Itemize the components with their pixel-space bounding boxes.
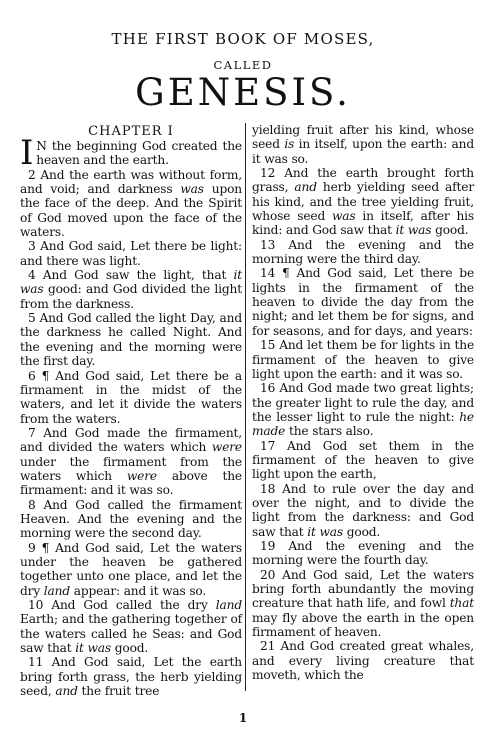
verse	[252, 266, 474, 338]
verse-number: 16	[260, 381, 280, 396]
verse-text: And the earth was without form, and void; and darkness	[20, 167, 242, 197]
verse-text: in itself, upon the earth: and it was so.	[252, 137, 475, 166]
verse	[252, 568, 474, 640]
verse-number: 13	[260, 237, 289, 252]
verse	[20, 426, 242, 498]
verse-number: 14 ¶	[260, 266, 297, 281]
italic-word: land	[43, 583, 71, 598]
verse-number: 11	[28, 655, 52, 670]
verse-text: And God set them in the firmament of the heaven to give light upon the earth,	[252, 438, 474, 482]
verse-text: And God called the light Day, and the darkness he called Night. And the evening and the morning were the first day.	[20, 311, 243, 369]
verse-text: the stars also.	[285, 424, 374, 439]
italic-word: land	[215, 598, 243, 612]
verse-number: 3	[28, 239, 41, 254]
italic-word: were	[126, 468, 157, 483]
verse	[20, 369, 242, 426]
verse-number: 9 ¶	[28, 540, 56, 555]
verse-text: And let them be for lights in the firmament of the heaven to give light upon the earth: and it was so.	[252, 338, 475, 381]
verse	[20, 311, 242, 368]
right-verse-list	[252, 123, 474, 682]
italic-word: is	[284, 137, 295, 152]
book-title-line: THE FIRST BOOK OF MOSES,	[111, 30, 375, 48]
verse-number: 8	[28, 497, 44, 512]
verse-text: And God said, Let there be a firmament in the midst of the waters, and let it divide the waters from the waters.	[20, 368, 243, 426]
verse-text: And God saw the light, that	[42, 268, 234, 283]
verse-text: And God said, Let the waters under the heaven be gathered together unto one place, and let the dry	[20, 540, 242, 598]
italic-word: it was	[75, 641, 111, 656]
verse-text: And God said, Let the waters bring forth abundantly the moving creature that hath life, and fowl	[252, 567, 474, 611]
verse-text: And God said, Let the earth bring forth grass, the herb yielding seed,	[20, 655, 242, 699]
verse-number: 19	[260, 538, 289, 553]
verse-text: And the earth brought forth grass,	[252, 166, 474, 195]
verse	[20, 168, 242, 240]
verse-number: 20	[260, 567, 283, 582]
italic-word: that	[449, 596, 474, 611]
verse-text: appear: and it was so.	[70, 583, 207, 598]
verse	[20, 655, 242, 698]
verse	[252, 539, 474, 568]
verse-text: under the firmament from the waters which	[20, 454, 242, 483]
verse-text: herb yielding seed after his kind, and the tree yielding fruit, whose seed	[252, 180, 475, 224]
verse-number: 6 ¶	[28, 368, 56, 383]
italic-word: he made	[252, 409, 474, 439]
verse	[20, 598, 242, 655]
page-number: 1	[238, 711, 248, 725]
verse	[20, 541, 242, 598]
verse-text: may fly above the earth in the open firmament of heaven.	[252, 610, 474, 640]
verse-text: yielding fruit after his kind, whose seed	[252, 123, 474, 152]
left-column	[20, 121, 242, 698]
verse-text: good: and God divided the light from the darkness.	[20, 282, 242, 311]
italic-word: it was	[307, 524, 343, 539]
verse-number: 2	[28, 167, 41, 182]
verse	[20, 498, 242, 541]
drop-cap: I	[20, 133, 34, 173]
verse	[252, 439, 474, 482]
italic-word: and	[294, 180, 317, 195]
verse-text: And God created great whales, and every living creature that moveth, which the	[252, 639, 474, 683]
italic-word: it was	[20, 268, 243, 297]
verse	[252, 482, 474, 539]
verse	[252, 381, 474, 438]
verse-text: And God made the firmament, and divided the waters which	[20, 425, 242, 455]
chapter-heading: CHAPTER I	[88, 124, 174, 139]
called-label: CALLED	[213, 58, 273, 72]
verse-text: N the beginning God created the heaven and the earth.	[36, 139, 242, 168]
verse-text: And God made two great lights; the greater light to rule the day, and the lesser light to rule the night:	[252, 381, 474, 424]
verse-number: 5	[28, 311, 40, 326]
verse-text: And the evening and the morning were the third day.	[252, 237, 474, 267]
verse-number: 17	[260, 438, 287, 453]
verse-number: 21	[260, 639, 281, 654]
verse-number: 4	[28, 268, 43, 283]
verse-text: And to rule over the day and over the night, and to divide the light from the darkness: and God saw that	[252, 481, 474, 539]
italic-word: was	[180, 182, 204, 197]
verse-text: the fruit tree	[77, 684, 160, 699]
right-column	[252, 123, 474, 682]
italic-word: was	[331, 209, 356, 224]
verse-text: above the firmament: and it was so.	[20, 468, 242, 498]
left-verse-list	[20, 133, 243, 699]
column-divider	[245, 123, 246, 691]
italic-word: it was	[395, 223, 432, 238]
verse-number: 10	[28, 598, 52, 612]
verse	[252, 166, 474, 238]
verse	[20, 133, 242, 173]
verse-number: 18	[260, 481, 283, 496]
verse-text: And God called the firmament Heaven. And the evening and the morning were the second day.	[20, 497, 242, 541]
verse-text: good.	[431, 223, 469, 238]
verse-text: And God said, Let there be light: and there was light.	[20, 239, 243, 268]
verse-text: And God said, Let there be lights in the firmament of the heaven to divide the day from the night; and let them be for signs, and for seasons, and for days, and years:	[252, 266, 475, 338]
verse	[20, 239, 242, 268]
verse-text: in itself, after his kind: and God saw that	[252, 209, 474, 238]
book-name: GENESIS.	[135, 71, 351, 114]
verse-text: And God called the dry	[51, 598, 216, 612]
verse-text: Earth; and the gathering together of the waters called he Seas: and God saw that	[20, 612, 242, 656]
verse	[252, 238, 474, 267]
verse-number: 15	[260, 338, 280, 353]
verse-text: good.	[111, 641, 149, 656]
italic-word: and	[55, 684, 78, 699]
italic-word: were	[211, 440, 242, 455]
verse-text: good.	[343, 524, 381, 539]
verse-number: 12	[260, 166, 285, 181]
verse-text: upon the face of the deep. And the Spirit of God moved upon the face of the waters.	[20, 182, 242, 240]
verse	[252, 123, 474, 166]
verse-text: And the evening and the morning were the fourth day.	[252, 538, 474, 568]
verse-number: 7	[28, 425, 44, 440]
verse	[252, 639, 474, 682]
verse	[252, 338, 474, 381]
verse	[20, 268, 242, 311]
